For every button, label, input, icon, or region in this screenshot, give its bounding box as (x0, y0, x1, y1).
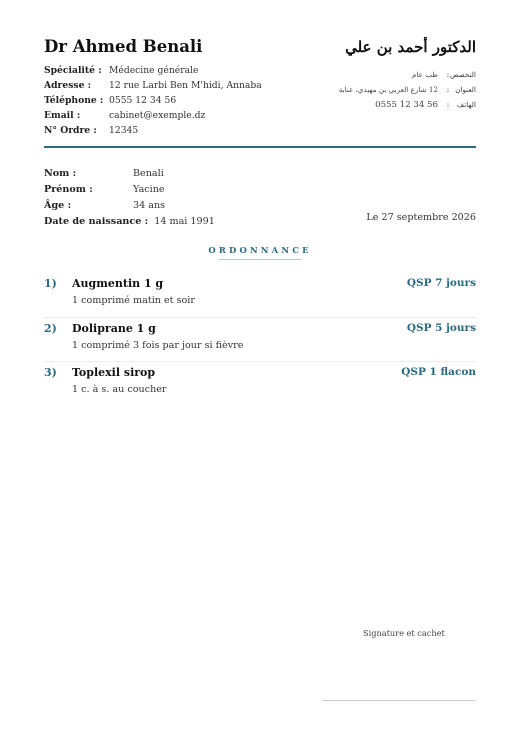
drug-posology: 1 comprimé matin et soir (72, 295, 195, 306)
doctor-info (44, 63, 262, 138)
patient-info (44, 165, 215, 229)
patient-row-last-name (44, 165, 215, 181)
info-row-email (44, 108, 262, 123)
info-label: Email : (44, 110, 81, 121)
ar-colon: : (446, 85, 450, 94)
patient-value: Yacine (133, 183, 165, 195)
prescription-title: ORDONNANCE (208, 245, 312, 255)
ar-label: التخصص (449, 70, 476, 79)
prescription-item (44, 318, 476, 363)
prescription-item (44, 273, 476, 318)
patient-row-first-name (44, 181, 215, 197)
patient-value: 14 mai 1991 (154, 215, 215, 227)
info-row-specialty (44, 63, 262, 78)
info-row-address (44, 78, 262, 93)
patient-row-age (44, 197, 215, 213)
drug-name: Toplexil sirop (72, 366, 156, 379)
signature-line (322, 700, 476, 701)
ar-value: 0555 12 34 56 (375, 99, 438, 110)
prescription-item (44, 362, 476, 407)
info-label: Adresse : (44, 80, 92, 91)
ar-label: الهاتف (456, 100, 476, 109)
drug-posology: 1 c. à s. au coucher (72, 384, 167, 395)
info-value: cabinet@exemple.dz (109, 110, 206, 121)
doctor-name-arabic: الدكتور أحمد بن علي (345, 38, 476, 56)
header-divider (44, 146, 476, 148)
info-label: Spécialité : (44, 65, 102, 76)
info-value: 12 rue Larbi Ben M'hidi, Annaba (109, 80, 262, 91)
item-number: 3) (44, 366, 57, 379)
drug-name: Doliprane 1 g (72, 321, 156, 335)
patient-value: 34 ans (133, 199, 166, 211)
prescription-list (44, 273, 476, 407)
prescription-date: Le 27 septembre 2026 (366, 212, 476, 223)
drug-name: Augmentin 1 g (72, 277, 164, 290)
doctor-name: Dr Ahmed Benali (44, 37, 203, 56)
drug-quantity: QSP 1 flacon (401, 366, 476, 378)
ar-label: العنوان (455, 85, 476, 94)
ar-row-address (339, 82, 476, 97)
title-underline (218, 259, 302, 260)
drug-posology: 1 comprimé 3 fois par jour si fièvre (72, 339, 244, 351)
info-value: 0555 12 34 56 (109, 95, 177, 106)
ar-value: طب عام (412, 70, 438, 79)
info-label: N° Ordre : (44, 125, 97, 136)
patient-row-birth-date (44, 213, 215, 229)
patient-value: Benali (133, 167, 164, 179)
info-row-order-number (44, 123, 262, 138)
info-value: 12345 (109, 125, 139, 136)
signature-label: Signature et cachet (363, 628, 445, 638)
ar-value: 12 شارع العربي بن مهيدي، عنابة (338, 85, 438, 94)
info-label: Téléphone : (44, 95, 104, 106)
patient-label: Nom : (44, 167, 77, 179)
drug-quantity: QSP 5 jours (406, 321, 476, 334)
doctor-info-arabic (339, 67, 476, 112)
ar-colon: : (446, 100, 450, 109)
item-number: 2) (44, 321, 57, 335)
ar-row-specialty (339, 67, 476, 82)
patient-label: Âge : (44, 199, 72, 211)
drug-quantity: QSP 7 jours (406, 277, 476, 289)
info-value: Médecine générale (109, 65, 199, 76)
patient-label: Prénom : (44, 183, 93, 195)
item-number: 1) (44, 277, 57, 290)
info-row-phone (44, 93, 262, 108)
ar-row-phone (339, 97, 476, 112)
ar-colon: : (446, 70, 450, 79)
patient-label: Date de naissance : (44, 215, 149, 227)
